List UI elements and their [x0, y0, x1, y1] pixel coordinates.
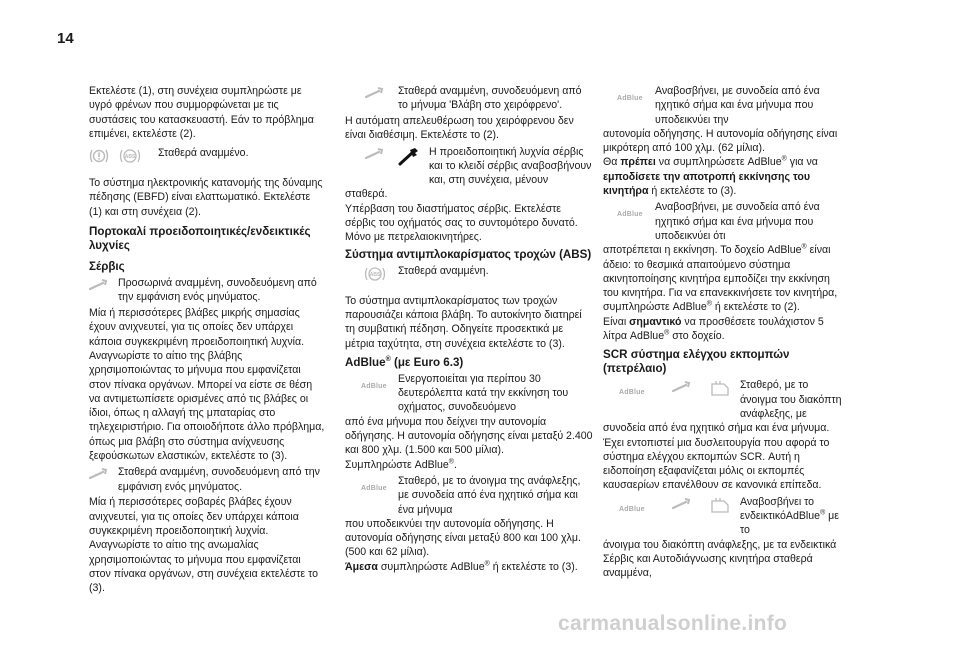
wrench-icon: [672, 497, 692, 511]
adblue-range-text: από ένα μήνυμα που δείχνει την αυτονομία οδήγησης. Η αυτονομία οδήγησης είναι μεταξύ 2.400 και 800 χλμ. (1.500 και 500 μίλια).: [345, 415, 593, 457]
adblue-icon: AdBlue: [617, 211, 643, 219]
parking-brake-title: Σταθερά αναμμένη, συνοδευόμενη από το μήνυμα 'Βλάβη στο χειρόφρενο'.: [398, 85, 582, 112]
ebfd-warning-entry: [89, 146, 325, 219]
heading-scr: SCR σύστημα ελέγχου εκπομπών (πετρέλαιο): [603, 348, 790, 376]
wrench-icon: [365, 86, 385, 100]
heading-orange-lamps: Πορτοκαλί προειδοποιητικές/ενδεικτικές λυχνίες: [89, 225, 311, 253]
svg-text:ABS: ABS: [124, 154, 136, 161]
service-temp-entry: [89, 276, 325, 463]
abs-entry: [345, 264, 593, 351]
service-fixed-title: Σταθερά αναμμένη, συνοδευόμενη από την εμφάνιση ενός μηνύματος.: [118, 466, 320, 493]
wrench-icon: [89, 278, 109, 292]
ebfd-text: Το σύστημα ηλεκτρονικής κατανομής της δύναμης πέδησης (EBFD) είναι ελαττωματικό. Εκτελέστε (1) και στη συνέχεια (2).: [89, 177, 323, 218]
adblue-empty-title: Αναβοσβήνει, με συνοδεία από ένα ηχητικό σήμα και ένα μήνυμα που υποδεικνύει ότι: [655, 201, 820, 242]
service-fixed-entry: [89, 465, 325, 595]
parking-brake-entry: [345, 84, 593, 143]
service-key-title: Η προειδοποιητική λυχνία σέρβις και το κλειδί σέρβις αναβοσβήνουν και, στη συνέχεια, μένουν σταθερά.: [345, 145, 592, 201]
service-key-text: Υπέρβαση του διαστήματος σέρβις. Εκτελέστε σέρβις του οχήματός σας το συντομότερο δυνατό. Μόνο με πετρελαιοκινητήρες.: [345, 202, 578, 244]
adblue-range-title: Ενεργοποιείται για περίπου 30 δευτερόλεπτα κατά την εκκίνηση του οχήματος, συνοδευόμενο: [398, 372, 569, 414]
adblue-icon: AdBlue: [619, 505, 645, 513]
scr-flash-text: άνοιγμα του διακόπτη ανάφλεξης, με τα ενδεικτικά Σέρβις και Αυτοδιάγνωσης κινητήρα σταθερά αναμμένα,: [603, 538, 837, 580]
adblue-low-title: Σταθερό, με το άνοιγμα της ανάφλεξης, με συνοδεία από ένα ηχητικό σήμα και ένα μήνυμα: [398, 474, 581, 516]
page-number: 14: [57, 30, 74, 47]
adblue-immediately-line: Άμεσα συμπληρώστε AdBlue® ή εκτελέστε το (3).: [345, 560, 578, 573]
exclamation-circle-icon: [89, 148, 109, 164]
adblue-must-line: Θα πρέπει να συμπληρώσετε AdBlue® για να εμποδίσετε την αποτροπή εκκίνησης του κινητήρα ή εκτελέστε το (3).: [603, 155, 818, 198]
service-key-icon: [398, 147, 420, 167]
adblue-low-entry: [345, 474, 593, 574]
adblue-critical-text: αυτονομία οδήγησης. Η αυτονομία οδήγησης είναι μικρότερη από 100 χλμ. (62 μίλια).: [603, 127, 838, 155]
scr-emissions-icon: [709, 380, 731, 398]
adblue-refill-line: Συμπληρώστε AdBlue®.: [345, 458, 457, 471]
abs-text: Το σύστημα αντιμπλοκαρίσματος των τροχών παρουσιάζει κάποια βλάβη. Το αυτοκίνητο διατηρεί τη συμβατική πέδηση. Οδηγείτε προσεκτικά με μέτρια ταχύτητα, στη συνέχεια εκτελέστε το (3).: [345, 294, 582, 350]
heading-abs: Σύστημα αντιμπλοκαρίσματος τροχών (ABS): [345, 247, 592, 261]
service-key-entry: [345, 145, 593, 245]
adblue-critical-entry: [603, 84, 843, 198]
service-temp-text: Μία ή περισσότερες βλάβες μικρής σημασίας έχουν ανιχνευτεί, για τις οποίες δεν υπάρχει κάποια συγκεκριμένη προειδοποιητική λυχνία. Αναγνωρίστε το αίτιο της βλάβης χρησιμοποιώντας το μήνυμα που εμφανίζεται στον πίνακα οργάνων. Μπορεί να είστε σε θέση να αντιμετωπίσετε ορισμένες από τις βλάβες οι ίδιοι, όπως η αλλαγή της μπαταρίας στο τηλεχειριστήριο. Για οποιοδήποτε άλλο πρόβλημα, όπως μια βλάβη στο σύστημα ανίχνευσης ξεφούσκωτων ελαστικών, εκτελέστε το (3).: [89, 307, 325, 463]
scr-fault-text: συνοδεία από ένα ηχητικό σήμα και ένα μήνυμα. Έχει εντοπιστεί μια δυσλειτουργία που αφορά το σύστημα ελέγχου εκπομπών SCR. Αυτή η ειδοποίηση εξαφανίζεται μόλις οι εκπομπές καυσαερίων επανέλθουν σε κανονικά επίπεδα.: [603, 422, 830, 492]
scr-flash-title: Αναβοσβήνει το ενδεικτικόAdBlue® με το: [740, 495, 840, 537]
adblue-important-line: Είναι σημαντικό να προσθέσετε τουλάχιστον 5 λίτρα AdBlue® στο δοχείο.: [603, 315, 824, 343]
watermark: carmanualsonline.info: [558, 612, 788, 635]
adblue-icon: AdBlue: [361, 484, 387, 492]
adblue-icon: AdBlue: [619, 389, 645, 397]
adblue-low-text: που υποδεικνύει την αυτονομία οδήγησης. Η αυτονομία οδήγησης είναι μεταξύ 800 και 100 χλμ. (500 και 62 μίλια).: [345, 517, 581, 559]
abs-icon: [363, 266, 387, 282]
parking-brake-text: Η αυτόματη απελευθέρωση του χειρόφρενου δεν είναι διαθέσιμη. Εκτελέστε το (2).: [345, 115, 574, 142]
wrench-icon: [89, 467, 109, 481]
scr-flash-entry: [603, 495, 843, 581]
scr-fault-entry: [603, 378, 843, 492]
adblue-range-entry: [345, 372, 593, 472]
wrench-icon: [672, 380, 692, 394]
scr-fault-title: Σταθερό, με το άνοιγμα του διακόπτη ανάφλεξης, με: [740, 379, 842, 420]
brake-fluid-intro: Εκτελέστε (1), στη συνέχεια συμπληρώστε με υγρό φρένων που συμμορφώνεται με τις συστάσεις του κατασκευαστή. Εάν το πρόβλημα επιμένει, εκτελέστε (2).: [89, 85, 314, 140]
adblue-icon: AdBlue: [361, 382, 387, 390]
heading-service: Σέρβις: [89, 260, 125, 274]
adblue-icon: AdBlue: [617, 95, 643, 102]
column-middle: [345, 84, 593, 574]
abs-icon: [118, 148, 142, 164]
service-temp-title: Προσωρινά αναμμένη, συνοδευόμενη από την εμφάνιση ενός μηνύματος.: [118, 277, 317, 304]
adblue-critical-title: Αναβοσβήνει, με συνοδεία από ένα ηχητικό σήμα και ένα μήνυμα που υποδεικνύει την: [655, 85, 820, 126]
service-fixed-text: Μία ή περισσότερες σοβαρές βλάβες έχουν ανιχνευτεί, για τις οποίες δεν υπάρχει κάποια συγκεκριμένη προειδοποιητική λυχνία. Αναγνωρίστε το αίτιο της ανωμαλίας χρησιμοποιώντας το μήνυμα που εμφανίζεται στον πίνακα οργάνων, στη συνέχεια εκτελέστε το (3).: [89, 496, 318, 595]
column-right: [603, 84, 843, 581]
ebfd-title: Σταθερά αναμμένο.: [158, 147, 249, 160]
scr-emissions-icon: [709, 497, 731, 515]
svg-text:ABS: ABS: [369, 271, 381, 278]
adblue-empty-entry: [603, 200, 843, 343]
column-left: [89, 84, 325, 595]
adblue-empty-text: αποτρέπεται η εκκίνηση. Το δοχείο AdBlue® είναι άδειο: το θεσμικά απαιτούμενο σύστημα ακινητοποίησης κινητήρα εμποδίζει την εκκίνηση του κινητήρα. Για να επανεκκινήσετε τον κινητήρα, συμπληρώστε AdBlue® ή εκτελέστε το (2).: [603, 243, 838, 314]
heading-adblue: AdBlue® (με Euro 6.3): [345, 355, 464, 369]
wrench-icon: [365, 147, 385, 161]
abs-title: Σταθερά αναμμένη.: [398, 264, 489, 277]
